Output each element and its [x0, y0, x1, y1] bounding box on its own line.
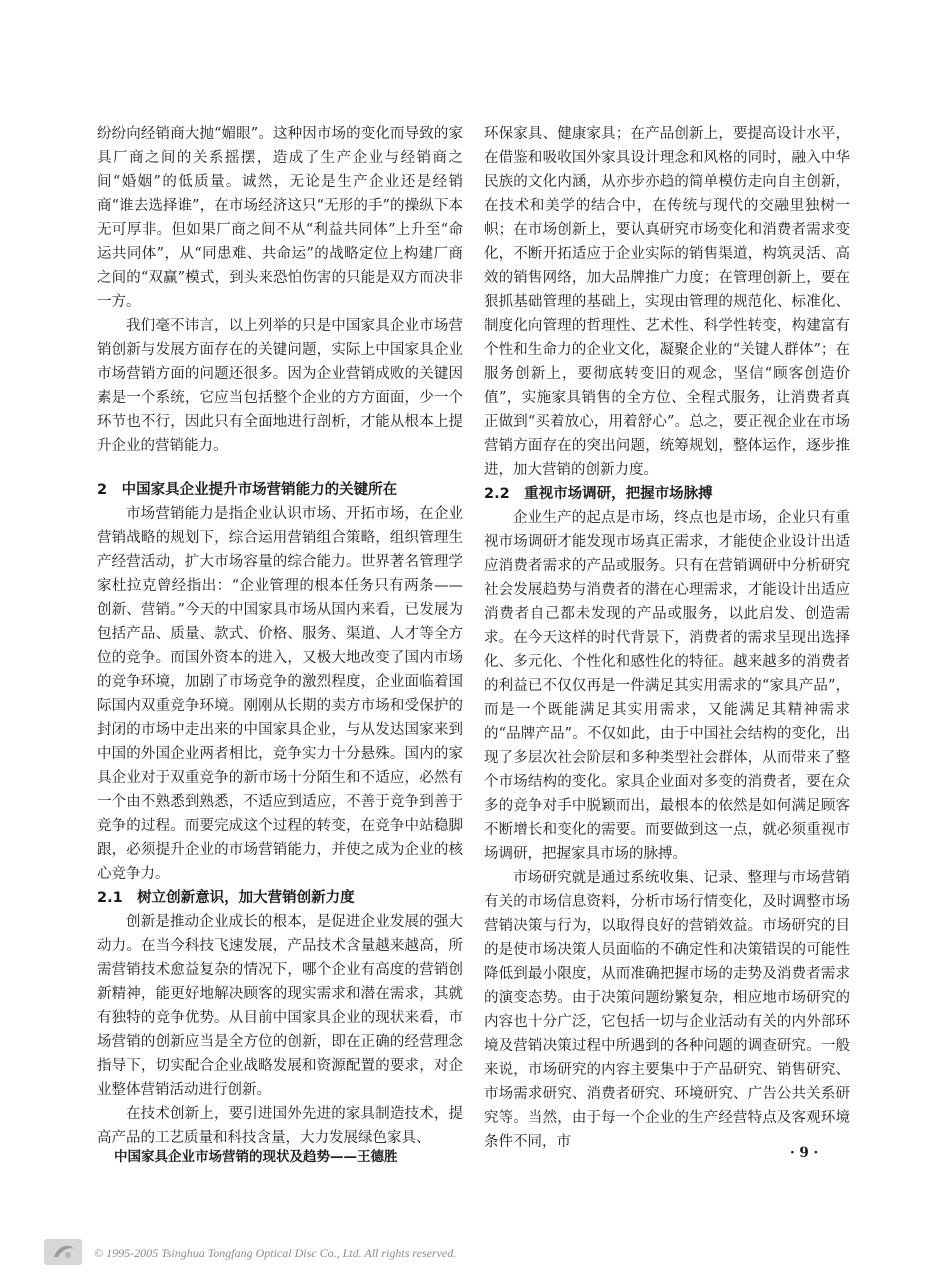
body-paragraph: 创新是推动企业成长的根本，是促进企业发展的强大动力。在当今科技飞速发展，产品技术含量越来越高，所需营销技术愈益复杂的情况下，哪个企业有高度的营销创新精神，能更好地解决顾客的现实需求和潜在需求，其就有独特的竞争优势。从目前中国家具企业的现状来看，市场营销的创新应当是全方位的创新，即在正确的经营理念指导下，切实配合企业战略发展和资源配置的要求，对企业整体营销活动进行创新。 — [97, 914, 463, 1098]
body-paragraph: 环保家具、健康家具；在产品创新上，要提高设计水平，在借鉴和吸收国外家具设计理念和风格的同时，融入中华民族的文化内涵，从亦步亦趋的简单模仿走向自主创新，在技术和美学的结合中，在传统与现代的交融里独树一帜；在市场创新上，要认真研究市场变化和消费者需求变化，不断开拓适应于企业实际的销售渠道，构筑灵活、高效的销售网络，加大品牌推广力度；在管理创新上，要在狠抓基础管理的基础上，实现由管理的规范化、标准化、制度化向管理的哲理性、艺术性、科学性转变，构建富有个性和生命力的企业文化，凝聚企业的“关键人群体”；在服务创新上，要彻底转变旧的观念，坚信“顾客创造价值”，实施家具销售的全方位、全程式服务，让消费者真正做到“买着放心，用着舒心”。总之，要正视企业在市场营销方面存在的突出问题，统筹规划，整体运作，逐步推进，加大营销的创新力度。 — [484, 126, 850, 478]
right-column — [484, 122, 850, 1154]
subsection-heading: 2.1 树立创新意识，加大营销创新力度 — [97, 890, 355, 906]
body-paragraph: 我们毫不讳言，以上列举的只是中国家具企业市场营销创新与发展方面存在的关键问题，实际上中国家具企业市场营销方面的问题还很多。因为企业营销成败的关键因素是一个系统，它应当包括整个企业的方方面面，少一个环节也不行，因此只有全面地进行剖析，才能从根本上提升企业的营销能力。 — [97, 318, 463, 454]
page-number: · 9 · — [790, 1145, 819, 1161]
section-heading: 2 中国家具企业提升市场营销能力的关键所在 — [97, 482, 398, 498]
subsection-heading: 2.2 重视市场调研，把握市场脉搏 — [484, 486, 713, 502]
left-column — [97, 122, 463, 1150]
body-paragraph: 市场研究就是通过系统收集、记录、整理与市场营销有关的市场信息资料，分析市场行情变化，及时调整市场营销决策与行为，以取得良好的营销效益。市场研究的目的是使市场决策人员面临的不确定性和决策错误的可能性降低到最小限度，从而准确把握市场的走势及消费者需求的演变态势。由于决策问题纷繁复杂，相应地市场研究的内容也十分广泛，它包括一切与企业活动有关的内外部环境及营销决策过程中所遇到的各种问题的调查研究。一般来说，市场研究的内容主要集中于产品研究、销售研究、市场需求研究、消费者研究、环境研究、广告公共关系研究等。当然，由于每一个企业的生产经营特点及客观环境条件不同，市 — [484, 870, 850, 1150]
running-footer-title: 中国家具企业市场营销的现状及趋势——王德胜 — [114, 1149, 398, 1165]
body-paragraph: 在技术创新上，要引进国外先进的家具制造技术，提高产品的工艺质量和科技含量，大力发展绿色家具、 — [97, 1106, 463, 1146]
body-paragraph: 纷纷向经销商大抛“媚眼”。这种因市场的变化而导致的家具厂商之间的关系摇摆，造成了生产企业与经销商之间“婚姻”的低质量。诚然，无论是生产企业还是经销商“谁去选择谁”，在市场经济这只“无形的手”的操纵下本无可厚非。但如果厂商之间不从“利益共同体”上升至“命运共同体”，从“同患难、共命运”的战略定位上构建厂商之间的“双赢”模式，到头来恐怕伤害的只能是双方而决非一方。 — [97, 126, 463, 310]
section-spacer — [97, 458, 463, 478]
body-paragraph: 市场营销能力是指企业认识市场、开拓市场，在企业营销战略的规划下，综合运用营销组合策略，组织管理生产经营活动，扩大市场容量的综合能力。世界著名管理学家杜拉克曾经指出：“企业管理的根本任务只有两条——创新、营销。”今天的中国家具市场从国内来看，已发展为包括产品、质量、款式、价格、服务、渠道、人才等全方位的竞争。而国外资本的进入，又极大地改变了国内市场的竞争环境，加剧了市场竞争的激烈程度，企业面临着国际国内双重竞争环境。刚刚从长期的卖方市场和受保护的封闭的市场中走出来的中国家具企业，与从发达国家来到中国的外国企业两者相比，竞争实力十分悬殊。国内的家具企业对于双重竞争的新市场十分陌生和不适应，必然有一个由不熟悉到熟悉，不适应到适应，不善于竞争到善于竞争的过程。而要完成这个过程的转变，在竞争中站稳脚跟，必须提升企业的市场营销能力，并使之成为企业的核心竞争力。 — [97, 506, 463, 882]
body-paragraph: 企业生产的起点是市场，终点也是市场，企业只有重视市场调研才能发现市场真正需求，才能使企业设计出适应消费者需求的产品或服务。只有在营销调研中分析研究社会发展趋势与消费者的潜在心理需求，才能设计出适应消费者自己都未发现的产品或服务，以此启发、创造需求。在今天这样的时代背景下，消费者的需求呈现出选择化、多元化、个性化和感性化的特征。越来越多的消费者的利益已不仅仅再是一件满足其实用需求的“家具产品”，而是一个既能满足其实用需求，又能满足其精神需求的“品牌产品”。不仅如此，由于中国社会结构的变化，出现了多层次社会阶层和多种类型社会群体，从而带来了整个市场结构的变化。家具企业面对多变的消费者，要在众多的竞争对手中脱颖而出，最根本的依然是如何满足顾客不断增长和变化的需要。而要做到这一点，就必须重视市场调研，把握家具市场的脉搏。 — [484, 510, 850, 862]
publisher-logo-icon — [44, 1239, 82, 1265]
copyright-notice: © 1995-2005 Tsinghua Tongfang Optical Disc Co., Ltd. All rights reserved. — [94, 1246, 457, 1260]
